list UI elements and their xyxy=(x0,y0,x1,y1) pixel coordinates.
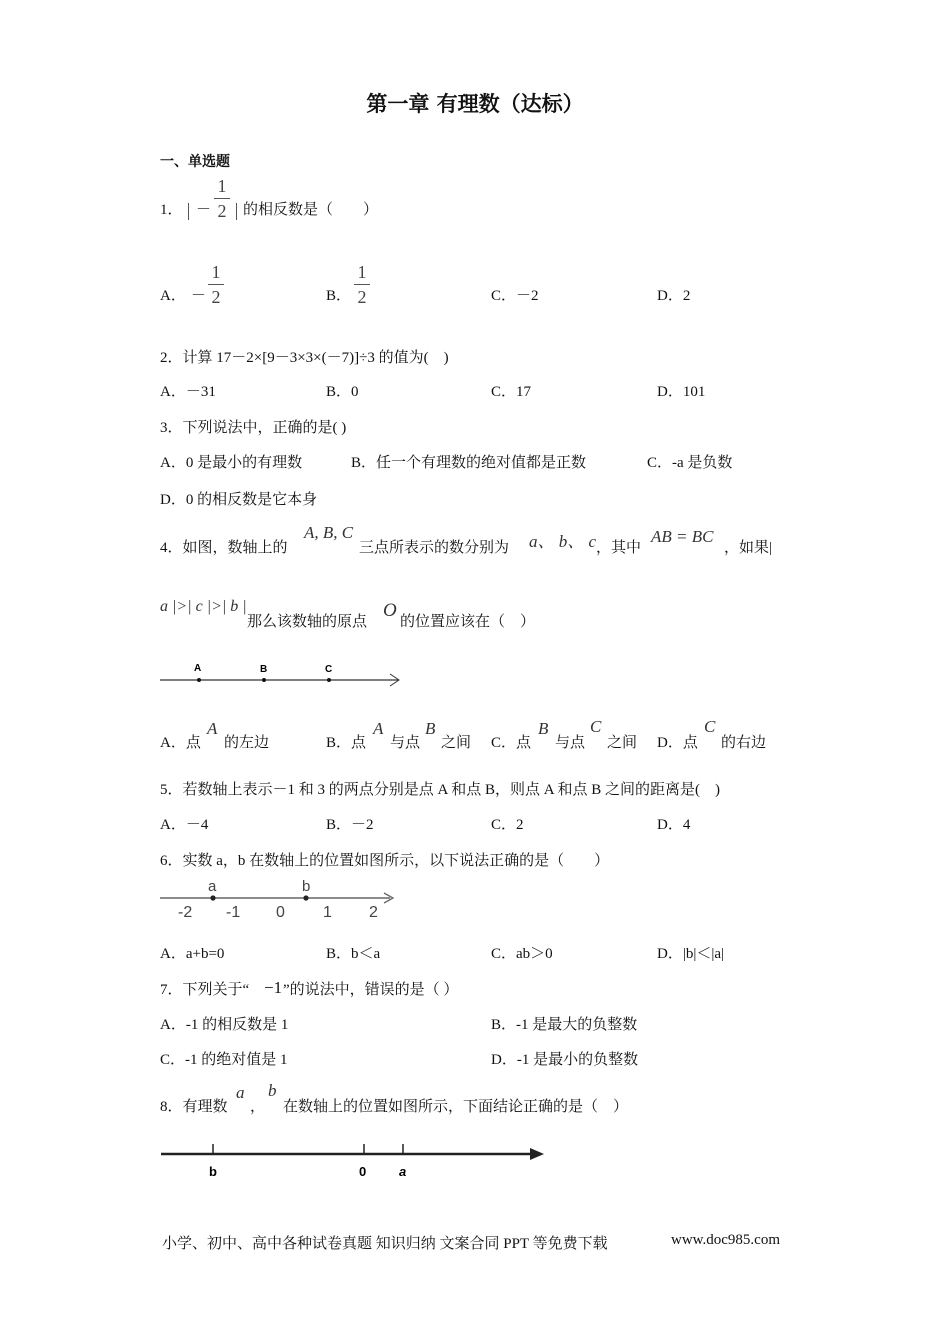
fraction-denominator: 2 xyxy=(211,287,221,307)
point-b xyxy=(262,678,266,682)
question-stem: 3．下列说法中，正确的是( ) xyxy=(160,420,347,436)
option-a-label: A．点 xyxy=(160,735,201,751)
question-stem-part: 在数轴上的位置如图所示，下面结论正确的是（ ） xyxy=(283,1099,629,1115)
question-stem-part: ，如果| xyxy=(724,540,773,556)
math-equation: AB = BC xyxy=(651,527,714,546)
option-c: C．2 xyxy=(491,817,524,833)
question-stem-part: 那么该数轴的原点 xyxy=(247,614,368,630)
axis-label: b xyxy=(209,1164,217,1179)
math-var: C xyxy=(590,717,602,736)
option-c: C．ab＞0 xyxy=(491,946,553,962)
abs-bar-left xyxy=(188,203,189,220)
section-heading: 一、单选题 xyxy=(160,154,230,170)
option-c: C．-a 是负数 xyxy=(647,455,733,471)
math-var: C xyxy=(704,717,716,736)
math-points-abc: A, B, C xyxy=(304,523,354,542)
footer-link[interactable]: www.doc985.com xyxy=(671,1232,781,1248)
option-b: B．-1 是最大的负整数 xyxy=(491,1017,638,1033)
math-var: A xyxy=(207,719,218,738)
math-var: B xyxy=(425,719,436,738)
question-stem-part: ，其中 xyxy=(596,540,642,556)
option-d: D．101 xyxy=(657,384,706,400)
minus-sign: － xyxy=(196,202,212,218)
fraction-numerator: 1 xyxy=(217,176,227,196)
fraction-bar xyxy=(208,284,224,285)
option-a-minus: － xyxy=(191,288,207,304)
footer-text: 小学、初中、高中各种试卷真题 知识归纳 文案合同 PPT 等免费下载 xyxy=(162,1236,608,1252)
option-d-tail: 的右边 xyxy=(721,735,767,751)
question-stem-part: 的位置应该在（ ） xyxy=(400,614,536,630)
math-condition: a |>| c |>| b | xyxy=(160,598,247,615)
question-stem-part: ”的说法中，错误的是（ ） xyxy=(283,982,459,998)
math-var: B xyxy=(538,719,549,738)
question-stem-part: 7．下列关于“ xyxy=(160,982,250,998)
axis-label: B xyxy=(260,664,268,675)
number-line-figure xyxy=(158,876,398,924)
axis-label: a xyxy=(399,1164,407,1179)
fraction-numerator: 1 xyxy=(357,262,367,282)
option-b-tail: 之间 xyxy=(441,735,472,751)
option-d: D．0 的相反数是它本身 xyxy=(160,492,318,508)
arrow-icon xyxy=(530,1148,544,1160)
option-b-mid: 与点 xyxy=(390,735,421,751)
number-line-figure xyxy=(158,1138,550,1184)
axis-label: 0 xyxy=(359,1164,367,1179)
page-title: 第一章 有理数（达标） xyxy=(366,92,584,116)
point-a xyxy=(197,678,201,682)
option-a-tail: 的左边 xyxy=(224,735,270,751)
tick-label: -2 xyxy=(178,904,193,921)
option-b-label: B．点 xyxy=(326,735,367,751)
math-var: a xyxy=(236,1083,245,1102)
option-b: B．－2 xyxy=(326,817,374,833)
question-stem-part: 三点所表示的数分别为 xyxy=(359,540,510,556)
fraction-denominator: 2 xyxy=(357,287,367,307)
option-b-label: B． xyxy=(326,288,352,304)
option-a: A．a+b=0 xyxy=(160,946,225,962)
option-c-mid: 与点 xyxy=(555,735,586,751)
option-a: A．0 是最小的有理数 xyxy=(160,455,303,471)
math-origin: O xyxy=(383,600,397,621)
fraction-bar xyxy=(354,284,370,285)
number-line-figure xyxy=(158,656,404,690)
question-stem: 2．计算 17－2×[9－3×3×(－7)]÷3 的值为( ) xyxy=(160,350,449,366)
question-number: 1． xyxy=(160,202,183,218)
option-d: D．2 xyxy=(657,288,691,304)
point-c xyxy=(327,678,331,682)
option-b: B．0 xyxy=(326,384,359,400)
point-a xyxy=(210,895,215,900)
fraction-numerator: 1 xyxy=(211,262,221,282)
option-c: C．－2 xyxy=(491,288,539,304)
fraction-half xyxy=(214,176,230,221)
point-b xyxy=(303,895,308,900)
option-c: C．-1 的绝对值是 1 xyxy=(160,1052,288,1068)
axis-point-label: a xyxy=(208,878,217,895)
math-var: b xyxy=(268,1081,277,1100)
option-d-label: D．点 xyxy=(657,735,698,751)
option-d: D．4 xyxy=(657,817,691,833)
axis-label: A xyxy=(194,663,202,674)
option-b: B．任一个有理数的绝对值都是正数 xyxy=(351,455,587,471)
math-var: A xyxy=(373,719,384,738)
math-value: −1 xyxy=(264,978,283,997)
question-stem: 6．实数 a，b 在数轴上的位置如图所示，以下说法正确的是（ ） xyxy=(160,853,610,869)
option-b: B．b＜a xyxy=(326,946,381,962)
abs-bar-right xyxy=(236,203,237,220)
axis-label: C xyxy=(325,664,333,675)
question-stem: 的相反数是（ ） xyxy=(243,202,379,218)
option-c: C．17 xyxy=(491,384,532,400)
math-vars-abc: a、 b、 c xyxy=(529,532,597,551)
question-stem: 5．若数轴上表示－1 和 3 的两点分别是点 A 和点 B，则点 A 和点 B 之间的距离是( ) xyxy=(160,782,721,798)
option-a-label: A． xyxy=(160,288,186,304)
option-d: D．-1 是最小的负整数 xyxy=(491,1052,639,1068)
question-stem-part: 4．如图，数轴上的 xyxy=(160,540,288,556)
tick-label: 2 xyxy=(369,904,378,921)
option-d: D．|b|＜|a| xyxy=(657,946,725,962)
tick-label: 1 xyxy=(323,904,332,921)
option-b-fraction xyxy=(354,262,370,307)
option-a: A．－31 xyxy=(160,384,216,400)
comma: ， xyxy=(250,1099,266,1115)
axis-point-label: b xyxy=(302,878,311,895)
fraction-bar xyxy=(214,198,230,199)
option-c-tail: 之间 xyxy=(607,735,638,751)
fraction-denominator: 2 xyxy=(217,201,227,221)
option-a: A．－4 xyxy=(160,817,209,833)
option-a-fraction xyxy=(208,262,224,307)
option-a: A．-1 的相反数是 1 xyxy=(160,1017,289,1033)
tick-label: 0 xyxy=(276,904,285,921)
question-stem-part: 8．有理数 xyxy=(160,1099,228,1115)
tick-label: -1 xyxy=(226,904,241,921)
option-c-label: C．点 xyxy=(491,735,532,751)
